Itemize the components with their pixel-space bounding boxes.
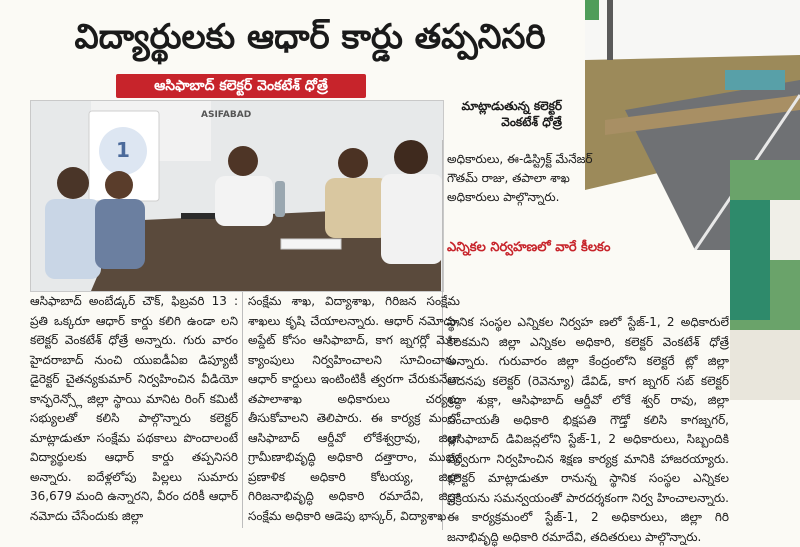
meeting-photo	[30, 100, 444, 292]
subhead-banner: ఆసిఫాబాద్ కలెక్టర్ వెంకటేశ్ ధోత్రే	[116, 74, 366, 98]
article-column-2: సంక్షేమ శాఖ, విద్యాశాఖ, గిరిజన సంక్షేమ శాఖలు కృషి చేయాలన్నారు. ఆధార్ నమోదు, అప్డేట్ కోసం ఆసిఫాబాద్, కాగ జ్నగర్లో మెగా క్యాంపులు నిర్వహించాలని సూచించారు. ఆధార్ కార్డులు ఇంటింటికీ త్వరగా చేరుకునేలా తపాలాశాఖ అధికారులు చర్యలు తీసుకోవాలని తెలిపారు. ఈ కార్యక్ర మంలో ఆసిఫాబాద్ ఆర్డీవో లోకేశ్వర్రావు, జిల్లా గ్రామీణాభివృద్ధి అధికారి దత్తారాం, ముఖ్య ప్రణాళిక అధికారి కోటయ్య, జిల్లా గిరిజనాభివృద్ధి అధికారి రమాదేవి, జిల్లా సంక్షేమ అధికారి ఆడెపు భాస్కర్, విద్యాశాఖ	[248, 294, 460, 523]
right-intro-text: అధికారులు, ఈ-డిస్ట్రిక్ట్ మేనేజర్ గౌతమ్ రాజు, తపాలా శాఖ అధికారులు పాల్గొన్నారు.	[447, 152, 593, 204]
bus-stop-illustration	[730, 160, 800, 400]
svg-text:1: 1	[116, 138, 130, 162]
sign-text: ASIFABAD	[201, 110, 252, 120]
section-subhead: ఎన్నికల నిర్వహణలో వారే కీలకం	[447, 240, 611, 255]
column-divider	[242, 292, 243, 528]
article-column-1: ఆసిఫాబాద్ అంబేడ్కర్ చౌక్, ఫిబ్రవరి 13 : ప్రతి ఒక్కరూ ఆధార్ కార్డు కలిగి ఉండా లని కలెక్టర్ వెంకటేశ్ ధోత్రే అన్నారు. గురు వారం హైదరాబాద్ నుంచి యుఐడీఏఐ డిప్యూటీ డైరెక్టర్ చైతన్యకుమార్ నిర్వహించిన వీడియో కాన్ఫరెన్స్లో జిల్లా స్థాయి మానిట రింగ్ కమిటీ సభ్యులతో కలిసి పాల్గొన్నారు కలెక్టర్ మాట్లాడుతూ సంక్షేమ పథకాలు పొందాలంటే విద్యార్థులకు ఆధార్ కార్డు తప్పనిసరి అన్నారు. ఐదేళ్లలోపు పిల్లలు సుమారు 36,679 మంది ఉన్నారని, వీరం దరికీ ఆధార్ నమోదు చేసేందుకు జిల్లా	[30, 294, 238, 523]
photo-caption: మాట్లాడుతున్న కలెక్టర్ వెంకటేశ్ ధోత్రే	[461, 99, 562, 129]
article-column-3: స్థానిక సంస్థల ఎన్నికల నిర్వహ ణలో స్టేజ్-1, 2 అధికారులే కీలకమని జిల్లా ఎన్నికల అధికారి, కలెక్టర్ వెంకటేశ్ ధోత్రే అన్నారు. గురువారం జిల్లా కేంద్రంలోని కలెక్టరే ట్లో జిల్లా అదనపు కలెక్టర్ (రెవెన్యూ) డేవిడ్, కాగ జ్నగర్ సబ్ కలెక్టర్ శ్రద్ధా శుక్లా, ఆసిఫాబాద్ ఆర్డీవో లోకే శ్వర్ రావు, జిల్లా పంచాయతీ అధికారి భిక్షపతి గౌడ్తో కలిసి కాగజ్నగర్, ఆసిఫాబాద్ డివిజన్లలోని స్టేజ్-1, 2 అధికారులు, సిబ్బందికి వేర్వేరుగా నిర్వహించిన శిక్షణ కార్యక్ర మానికి హాజరయ్యారు. కలెక్టర్ మాట్లాడుతూ రానున్న స్థానిక సంస్థల ఎన్నికల ప్రక్రియను సమన్వయంతో పారదర్శకంగా నిర్వ హించాలన్నారు. ఈ కార్యక్రమంలో స్టేజ్-1, 2 అధికారులు, జిల్లా గిరి జనాభివృద్ధి అధికారి రమాదేవి, తదితరులు పాల్గొన్నారు.	[447, 315, 729, 544]
meeting-illustration	[31, 101, 443, 291]
bus-stop-photo	[730, 160, 800, 400]
headline: విద్యార్థులకు ఆధార్ కార్డు తప్పనిసరి	[74, 17, 546, 57]
